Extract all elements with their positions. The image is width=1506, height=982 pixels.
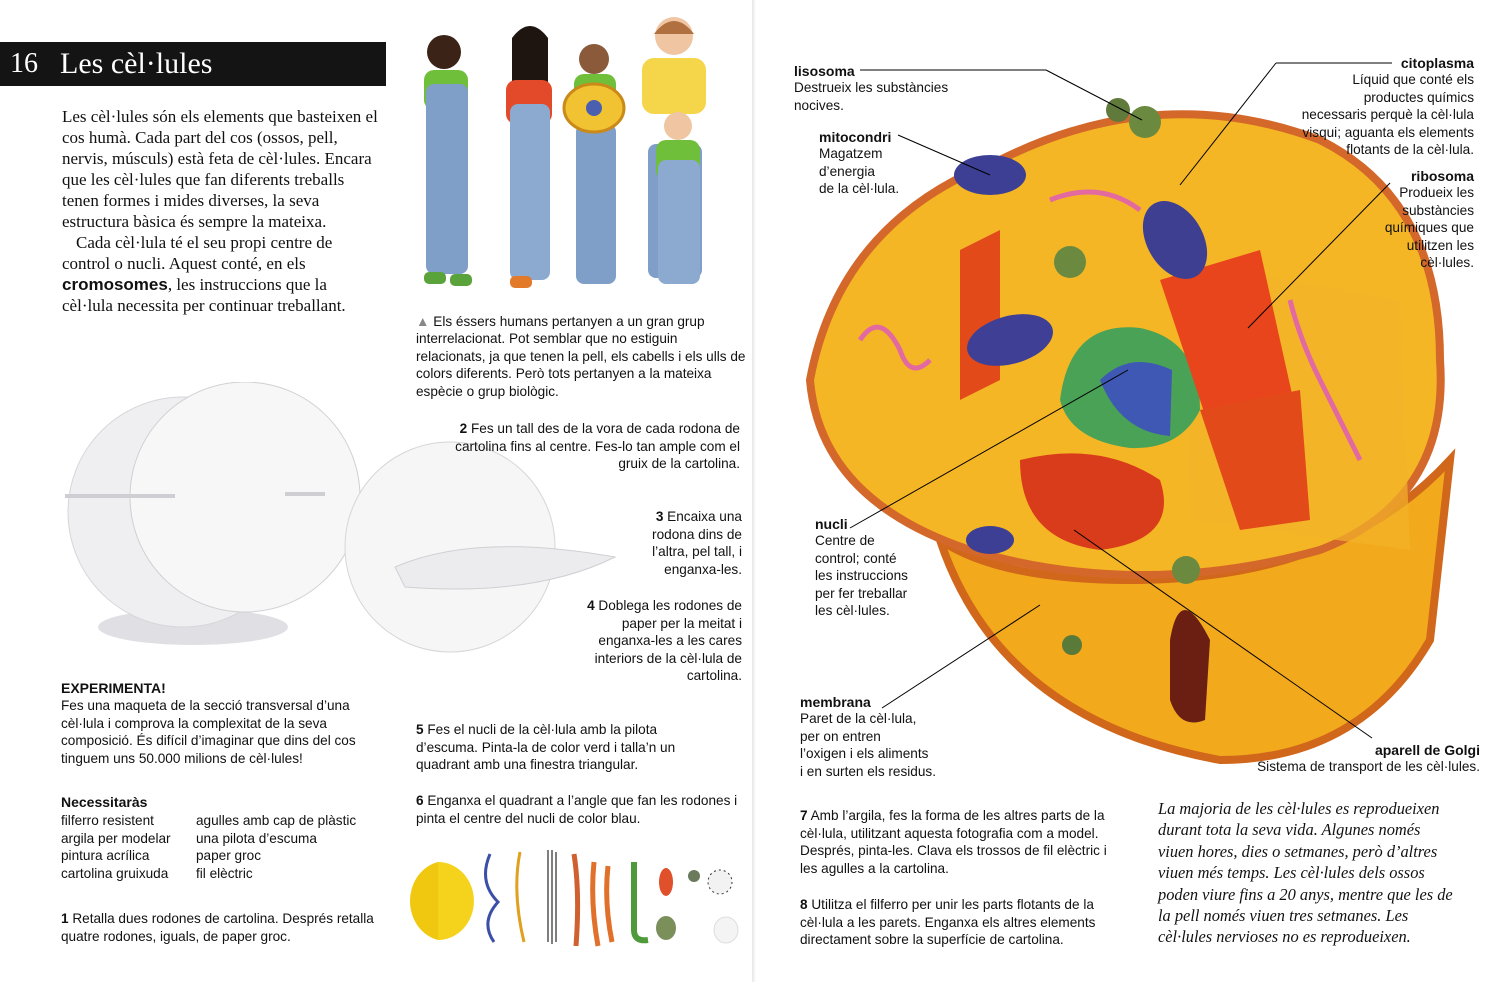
page-number: 16 [10,48,38,79]
label-line: d’energia [819,163,875,179]
label-title: membrana [800,694,871,710]
label-mitocondri [819,129,939,198]
label-title: citoplasma [1400,55,1474,71]
label-line: Paret de la cèl·lula, [800,711,917,726]
label-line: flotants de la cèl·lula. [1346,142,1474,158]
step-8-number: 8 [800,897,808,912]
step-2-number: 2 [459,421,468,436]
label-line: Destrueix les substàncies [794,80,949,95]
label-line: per on entren [800,728,881,744]
step-3-number: 3 [655,509,664,524]
label-line: Magatzem [819,146,883,161]
step-6-number: 6 [416,793,424,808]
needs-item: una pilota d’escuma [196,830,317,846]
needs-item: agulles amb cap de plàstic [196,813,357,828]
step-8-text: Utilitza el filferro per unir les parts flotants de la cèl·lula a les parets. Enganxa els altres elements directament sobre la superfície de cartolina. [800,897,1096,948]
experiment-heading: EXPERIMENTA! [61,680,166,696]
label-line: químiques que [1384,220,1474,236]
step-5-number: 5 [416,722,424,737]
label-ribosoma [1370,168,1474,272]
label-line: Líquid que conté els [1352,72,1474,87]
label-line: productes químics [1363,89,1474,105]
needs-item: paper groc [196,848,261,864]
label-title: nucli [815,516,848,532]
step-7-number: 7 [800,808,808,823]
label-title: mitocondri [819,129,892,145]
needs-item: filferro resistent [61,813,154,828]
step-4-number: 4 [587,598,595,613]
step-7-text: Amb l’argila, fes la forma de les altres parts de la cèl·lula, utilitzant aquesta fotografia com a model. Després, pinta-les. Clava els trossos de fil elèctric i les agulles a la cartolina. [800,808,1107,876]
reproduction-note: La majoria de les cèl·lules es reprodueixen durant tota la seva vida. Algunes només viuen hores, dies o setmanes, però d’altres viuen més temps. Les cèl·lules dels ossos poden viure fins a 20 anys, mentre que les de la pell només viuen tres setmanes. Les cèl·lules nervioses no es reprodueixen. [1158,799,1453,947]
label-line: l’oxigen i els aliments [800,746,929,762]
label-line: control; conté [815,550,897,566]
step-1-number: 1 [61,911,69,926]
label-nucli [815,516,955,620]
label-citoplasma [1260,55,1474,159]
intro-keyword-cromosomes: cromosomes [62,275,168,294]
caption-text: Els éssers humans pertanyen a un gran grup interrelacionat. Pot semblar que no estiguin relacionats, ja que tenen la pell, els cabells i els ulls de colors diferents. Però tots pertanyen a la mateixa espècie o grup biològic. [416,314,746,399]
label-membrana [800,694,980,780]
step-8 [800,896,1130,949]
needs-heading: Necessitaràs [61,794,148,810]
needs-item: pintura acrílica [61,848,150,864]
step-6-text: Enganxa el quadrant a l’angle que fan les rodones i pinta el centre del nucli de color blau. [416,793,738,826]
intro-p2-end: , les instruccions que la cèl·lula necessita per continuar treballant. [62,275,346,315]
label-line: i en surten els residus. [800,763,937,779]
label-line: Centre de [815,533,875,548]
step-2-text: Fes un tall des de la vora de cada rodona de cartolina fins al centre. Fes-lo tan ample com el gruix de la cartolina. [455,421,740,472]
step-7 [800,807,1110,877]
label-line: les instruccions [815,568,908,584]
page-title: Les cèl·lules [60,47,213,80]
step-3-text: Encaixa una rodona dins de l’altra, pel tall, i enganxa-les. [652,509,742,577]
label-lisosoma [794,63,994,114]
needs-item: cartolina gruixuda [61,865,169,881]
label-line: utilitzen les [1406,237,1474,253]
label-title: lisosoma [794,63,855,79]
intro-paragraph-1: Les cèl·lules són els elements que basteixen el cos humà. Cada part del cos (ossos, pell, nervis, músculs) està feta de cèl·lules. Encara que les cèl·lules que fan diferents treballs tenen formes i mides diverses, la seva estructura bàsica és sempre la mateixa. [62,107,378,231]
step-1-text: Retalla dues rodones de cartolina. Després retalla quatre rodones, iguals, de paper groc. [61,911,374,944]
caption-triangle-icon: ▲ [416,314,430,329]
label-line: substàncies [1402,202,1474,218]
label-line: nocives. [794,97,844,113]
intro-p2-start: Cada cèl·lula té el seu propi centre de control o nucli. Aquest conté, en els [62,233,333,273]
needs-item: argila per modelar [61,830,171,846]
label-golgi [1220,742,1480,776]
experiment-text: Fes una maqueta de la secció transversal d’una cèl·lula i comprova la complexitat de la seva composició. És difícil d’imaginar que dins del cos tinguem uns 50.000 milions de cèl·lules! [61,698,356,766]
label-line: de la cèl·lula. [819,181,900,197]
label-line: cèl·lules. [1420,255,1474,271]
step-5-text: Fes el nucli de la cèl·lula amb la pilota d’escuma. Pinta-la de color verd i talla’n un quadrant amb una finestra triangular. [416,722,676,773]
needs-item: fil elèctric [196,865,253,881]
label-line: per fer treballar [815,585,908,601]
label-line: Produeix les [1399,185,1474,200]
label-title: aparell de Golgi [1374,742,1480,758]
step-4-text: Doblega les rodones de paper per la meitat i enganxa-les a les cares interiors de la cèl·lula de cartolina. [594,598,742,684]
label-line: les cèl·lules. [815,603,890,619]
label-line: Sistema de transport de les cèl·lules. [1257,759,1480,774]
label-line: visqui; aguanta els elements [1302,124,1474,140]
label-title: ribosoma [1410,168,1474,184]
label-line: necessaris perquè la cèl·lula [1301,107,1474,123]
